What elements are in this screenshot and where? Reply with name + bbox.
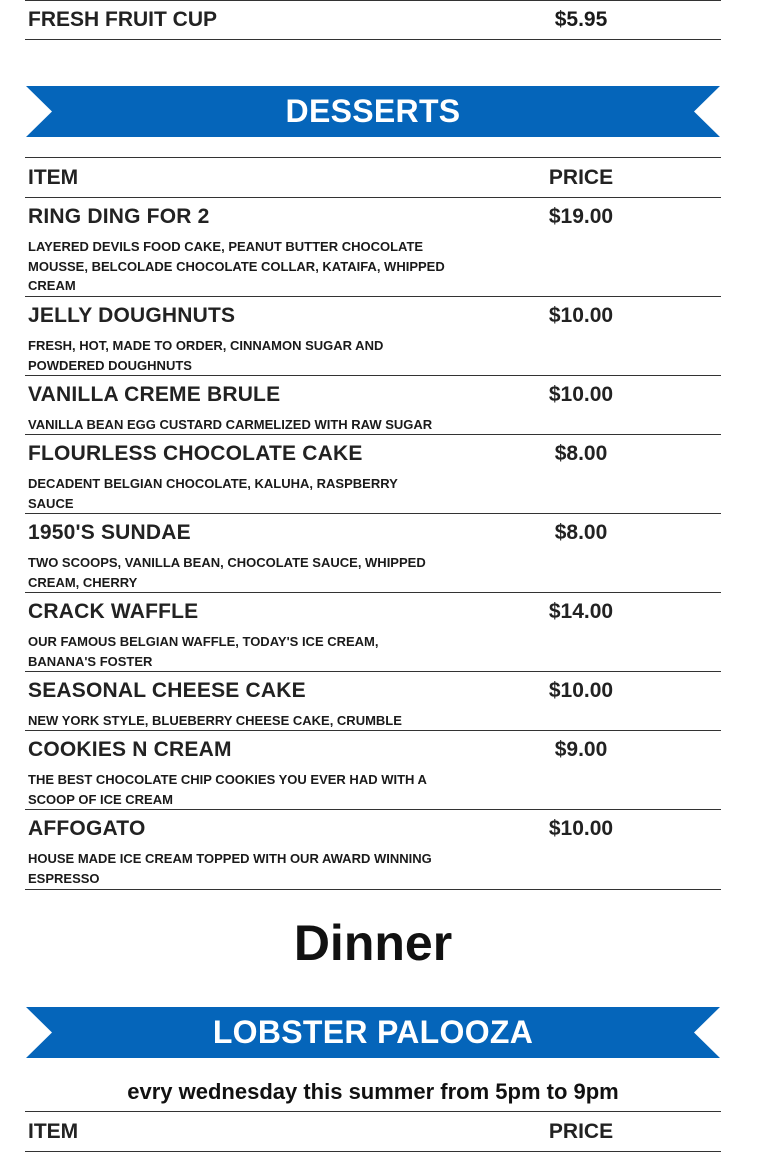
item-name: VANILLA CREME BRULE xyxy=(28,383,281,406)
dinner-heading: Dinner xyxy=(293,915,453,971)
table-header: ITEM PRICE xyxy=(25,157,721,198)
item-name: RING DING FOR 2 xyxy=(28,205,210,228)
lobster-palooza-banner xyxy=(26,1007,720,1058)
desserts-banner xyxy=(26,86,720,137)
menu-item-row: SEASONAL CHEESE CAKE $10.00 NEW YORK STYLE, BLUEBERRY CHEESE CAKE, CRUMBLE xyxy=(25,671,721,731)
item-name: CRACK WAFFLE xyxy=(28,600,199,623)
menu-item-row: 1950'S SUNDAE $8.00 TWO SCOOPS, VANILLA BEAN, CHOCOLATE SAUCE, WHIPPED CREAM, CHERRY xyxy=(25,513,721,593)
item-description: VANILLA BEAN EGG CUSTARD CARMELIZED WITH RAW SUGAR xyxy=(28,417,433,432)
item-name: JELLY DOUGHNUTS xyxy=(28,304,236,327)
item-description: TWO SCOOPS, VANILLA BEAN, CHOCOLATE SAUCE, WHIPPED CREAM, CHERRY xyxy=(28,555,426,590)
item-name: AFFOGATO xyxy=(28,817,146,840)
item-description: THE BEST CHOCOLATE CHIP COOKIES YOU EVER HAD WITH A SCOOP OF ICE CREAM xyxy=(28,772,427,807)
item-description: LAYERED DEVILS FOOD CAKE, PEANUT BUTTER CHOCOLATE MOUSSE, BELCOLADE CHOCOLATE COLLAR, KATAIFA, WHIPPED CREAM xyxy=(28,239,445,293)
item-name: FLOURLESS CHOCOLATE CAKE xyxy=(28,442,363,465)
item-name: SEASONAL CHEESE CAKE xyxy=(28,679,306,702)
item-name: FRESH FRUIT CUP xyxy=(28,8,217,31)
table-header: ITEM PRICE xyxy=(25,1111,721,1152)
item-name: COOKIES N CREAM xyxy=(28,738,232,761)
menu-item-row: CRACK WAFFLE $14.00 OUR FAMOUS BELGIAN WAFFLE, TODAY'S ICE CREAM, BANANA'S FOSTER xyxy=(25,592,721,672)
section-title: LOBSTER PALOOZA xyxy=(212,1014,534,1050)
item-name: 1950'S SUNDAE xyxy=(28,521,191,544)
item-description: OUR FAMOUS BELGIAN WAFFLE, TODAY'S ICE CREAM, BANANA'S FOSTER xyxy=(28,634,379,669)
item-column-header: ITEM xyxy=(28,166,79,189)
menu-item-row: RING DING FOR 2 $19.00 LAYERED DEVILS FOOD CAKE, PEANUT BUTTER CHOCOLATE MOUSSE, BELCOLADE CHOCOLATE COLLAR, KATAIFA, WHIPPED CREAM xyxy=(25,197,721,297)
section-title: DESSERTS xyxy=(285,93,461,129)
item-description: DECADENT BELGIAN CHOCOLATE, KALUHA, RASPBERRY SAUCE xyxy=(28,476,398,511)
item-description: FRESH, HOT, MADE TO ORDER, CINNAMON SUGAR AND POWDERED DOUGHNUTS xyxy=(28,338,384,373)
menu-item-row: JELLY DOUGHNUTS $10.00 FRESH, HOT, MADE TO ORDER, CINNAMON SUGAR AND POWDERED DOUGHNUTS xyxy=(25,296,721,376)
section-subtitle: evry wednesday this summer from 5pm to 9pm xyxy=(127,1079,619,1104)
menu-item-row: AFFOGATO $10.00 HOUSE MADE ICE CREAM TOPPED WITH OUR AWARD WINNING ESPRESSO xyxy=(25,809,721,890)
item-description: HOUSE MADE ICE CREAM TOPPED WITH OUR AWARD WINNING ESPRESSO xyxy=(28,851,432,886)
menu-item-row: VANILLA CREME BRULE $10.00 VANILLA BEAN EGG CUSTARD CARMELIZED WITH RAW SUGAR xyxy=(25,375,721,435)
menu-item-row: FRESH FRUIT CUP $5.95 xyxy=(25,0,721,40)
item-column-header: ITEM xyxy=(28,1120,79,1143)
menu-item-row: FLOURLESS CHOCOLATE CAKE $8.00 DECADENT BELGIAN CHOCOLATE, KALUHA, RASPBERRY SAUCE xyxy=(25,434,721,514)
item-description: NEW YORK STYLE, BLUEBERRY CHEESE CAKE, CRUMBLE xyxy=(28,713,402,728)
menu-item-row: COOKIES N CREAM $9.00 THE BEST CHOCOLATE CHIP COOKIES YOU EVER HAD WITH A SCOOP OF ICE CREAM xyxy=(25,730,721,810)
